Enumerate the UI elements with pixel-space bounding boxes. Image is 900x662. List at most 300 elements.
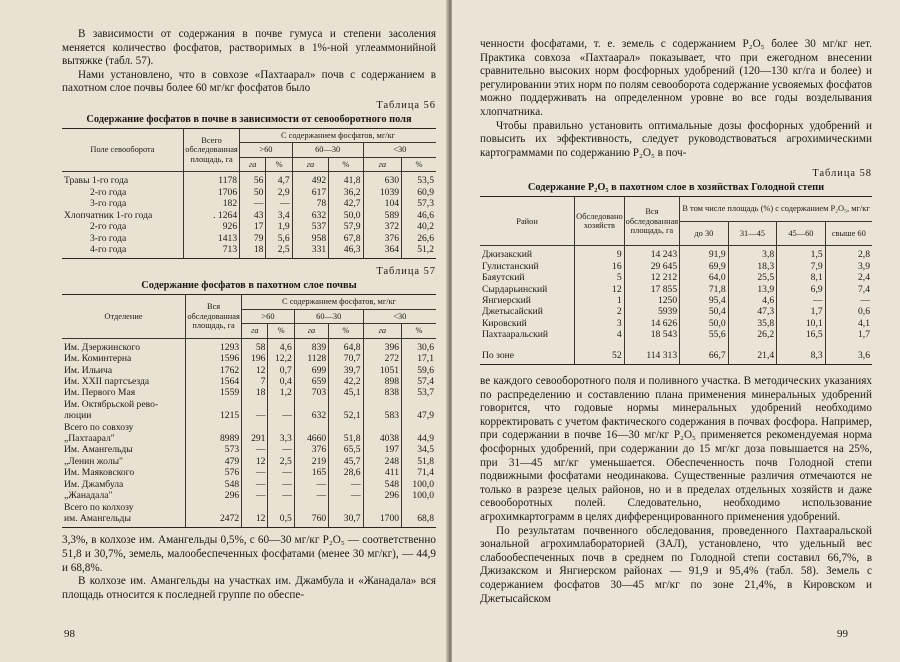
table-cell: 0,4 xyxy=(268,376,294,387)
table-cell: 78 xyxy=(292,198,328,209)
table-cell xyxy=(402,399,436,410)
table-56-title: Содержание фосфатов в почве в зависимости от севооборотного поля xyxy=(86,113,412,125)
table-cell: 182 xyxy=(183,198,239,209)
table-cell: 17 xyxy=(240,221,266,232)
col-header-range-1: до 30 xyxy=(680,221,729,246)
table-cell: 12 xyxy=(242,456,268,467)
row-label: Всего по совхозу xyxy=(64,421,134,433)
table-cell: 703 xyxy=(294,387,328,398)
table-row xyxy=(62,365,436,376)
table-cell: 17,1 xyxy=(402,353,436,364)
col-header-pct: % xyxy=(329,157,363,172)
table-56 xyxy=(62,128,436,259)
table-row xyxy=(62,387,436,398)
table-cell: 2,5 xyxy=(268,456,294,467)
page-number-right: 99 xyxy=(837,628,848,640)
table-cell: 1051 xyxy=(363,365,401,376)
table-cell: 291 xyxy=(242,433,268,444)
table-cell: 0,6 xyxy=(825,306,872,317)
col-header-range-3: <30 xyxy=(363,143,436,158)
table-cell: 51,8 xyxy=(329,433,363,444)
row-label: Им. Дзержинского xyxy=(64,341,141,353)
table-cell: 8,1 xyxy=(777,272,826,283)
table-cell: 8989 xyxy=(185,433,241,444)
table-cell: 1413 xyxy=(183,233,239,244)
table-cell: 16,5 xyxy=(777,329,826,340)
table-cell: 0,7 xyxy=(268,365,294,376)
table-cell: 583 xyxy=(363,410,401,421)
col-header-range-3: <30 xyxy=(363,309,436,324)
table-cell: 7,4 xyxy=(825,284,872,295)
col-header-ha: га xyxy=(363,157,401,172)
table-cell: 39,7 xyxy=(329,365,363,376)
table-cell: 699 xyxy=(294,365,328,376)
table-cell xyxy=(402,422,436,433)
table-cell: 4,6 xyxy=(728,295,777,306)
table-cell: — xyxy=(240,198,266,209)
table-cell: 589 xyxy=(363,210,401,221)
row-label: 4-го года xyxy=(62,244,183,259)
table-cell: 51,8 xyxy=(402,456,436,467)
table-57 xyxy=(62,294,436,528)
table-cell: 165 xyxy=(294,467,328,478)
table-cell: 1706 xyxy=(183,187,239,198)
table-cell: 548 xyxy=(185,479,241,490)
right-paragraph-1: ченности фосфатами, т. е. земель с содержанием P₂O₅ более 30 мг/кг нет. Практика совхоза «Пахтаарал» показывает, что при ежегодном внесении сравнительно высоких норм фосфорных удобрений (120—130 кг/га и более) и регулировании этих норм по полям севооборота содержание усвояемых фосфатов можно поддерживать на определенном уровне во все годы возделывания хлопчатника. xyxy=(480,38,872,118)
col-header-pct: % xyxy=(266,157,292,172)
row-label: Баяутский xyxy=(482,272,525,284)
table-cell: 376 xyxy=(363,233,401,244)
table-row xyxy=(62,338,436,353)
right-page xyxy=(452,0,900,662)
table-cell: 5 xyxy=(575,272,625,283)
table-cell: 34,5 xyxy=(402,444,436,455)
table-cell: 2472 xyxy=(185,513,241,528)
table-cell: 50 xyxy=(240,187,266,198)
table-cell xyxy=(185,502,241,513)
table-cell: 4660 xyxy=(294,433,328,444)
table-cell: 50,0 xyxy=(329,210,363,221)
table-cell: 3,4 xyxy=(266,210,292,221)
table-cell: — xyxy=(268,479,294,490)
table-cell: 30,7 xyxy=(329,513,363,528)
table-cell xyxy=(242,399,268,410)
table-cell: 5,6 xyxy=(266,233,292,244)
table-row xyxy=(480,329,872,340)
col-header-group: С содержанием фосфатов, мг/кг xyxy=(240,128,436,143)
right-paragraph-2: Чтобы правильно установить оптимальные дозы фосфорных удобрений и повысить их эффективность, следует руководствоваться агрохимическими картограммами по содержанию P₂O₅ в поч- xyxy=(480,119,872,159)
table-cell: 45,7 xyxy=(329,456,363,467)
row-label: Им. Первого Мая xyxy=(64,387,136,399)
row-label: „Жанадала" xyxy=(64,490,113,502)
table-row xyxy=(62,433,436,444)
table-cell xyxy=(268,502,294,513)
row-label: люции xyxy=(64,410,92,422)
table-cell: 548 xyxy=(363,479,401,490)
table-cell: 100,0 xyxy=(402,479,436,490)
table-cell: 46,3 xyxy=(329,244,363,259)
table-cell: 40,2 xyxy=(402,221,436,232)
table-row xyxy=(480,246,872,261)
left-paragraph-3: 3,3%, в колхозе им. Амангельды 0,5%, с 60—30 мг/кг P₂O₅ — соответственно 51,8 и 30,7%, земель, малообеспеченных фосфатами (менее 30 мг/кг), — 44,9 и 68,8%. xyxy=(62,534,436,574)
table-cell xyxy=(268,422,294,433)
col-header-range-4: свыше 60 xyxy=(825,221,872,246)
table-row xyxy=(62,172,436,187)
table-cell: 2,5 xyxy=(266,244,292,259)
table-cell: 0,5 xyxy=(268,513,294,528)
table-row xyxy=(480,261,872,272)
table-cell: 79 xyxy=(240,233,266,244)
table-cell: 12 xyxy=(242,513,268,528)
table-cell: 67,8 xyxy=(329,233,363,244)
table-cell: 47,9 xyxy=(402,410,436,421)
table-row xyxy=(62,410,436,421)
table-cell: — xyxy=(242,479,268,490)
row-label: Травы 1-го года xyxy=(64,175,129,187)
col-header-pct: % xyxy=(268,324,294,339)
table-cell: — xyxy=(268,467,294,478)
row-label: Янгиерский xyxy=(482,294,531,306)
table-row xyxy=(480,306,872,317)
table-cell: 659 xyxy=(294,376,328,387)
row-label: Им. Коминтерна xyxy=(64,353,132,365)
table-56-body xyxy=(62,172,436,259)
table-cell: 296 xyxy=(363,490,401,501)
table-cell: 4,1 xyxy=(825,318,872,329)
table-cell: 958 xyxy=(292,233,328,244)
table-cell: 50,0 xyxy=(680,318,729,329)
table-row xyxy=(62,198,436,209)
table-cell: 2 xyxy=(575,306,625,317)
table-cell: 839 xyxy=(294,338,328,353)
col-header-field: Отделение xyxy=(62,295,185,339)
table-cell: 1128 xyxy=(294,353,328,364)
row-label: Им. Амангельды xyxy=(64,444,133,456)
table-58-body xyxy=(480,246,872,365)
row-label: Гулистанский xyxy=(482,260,539,272)
row-label: 3-го года xyxy=(90,232,127,244)
table-row xyxy=(480,318,872,329)
left-paragraph-2: Нами установлено, что в совхозе «Пахтаарал» почв с содержанием в пахотном слое почвы более 60 мг/кг фосфатов было xyxy=(62,68,436,95)
table-row xyxy=(62,399,436,410)
table-cell: 1,5 xyxy=(777,246,826,261)
table-row xyxy=(480,284,872,295)
table-cell: 331 xyxy=(292,244,328,259)
table-cell: 1293 xyxy=(185,338,241,353)
col-header-ha: га xyxy=(363,324,401,339)
table-57-number: Таблица 57 xyxy=(376,266,436,278)
table-row xyxy=(62,233,436,244)
table-cell: 3,8 xyxy=(728,246,777,261)
table-cell: 64,8 xyxy=(329,338,363,353)
row-label: Пахтааральский xyxy=(482,329,549,341)
table-cell: 4038 xyxy=(363,433,401,444)
col-header-group: В том числе площадь (%) с содержанием P₂O₅, мг/кг xyxy=(680,197,872,222)
col-header-ha: га xyxy=(242,324,268,339)
table-cell: 1178 xyxy=(183,172,239,187)
table-cell xyxy=(268,399,294,410)
table-cell: 65,5 xyxy=(329,444,363,455)
col-header-area: Всего обследованная площадь, га xyxy=(183,128,239,172)
table-row xyxy=(480,295,872,306)
col-header-pct: % xyxy=(329,324,363,339)
table-cell: 898 xyxy=(363,376,401,387)
col-header-range-1: >60 xyxy=(242,309,295,324)
table-cell xyxy=(242,422,268,433)
table-cell: 196 xyxy=(242,353,268,364)
table-row xyxy=(62,187,436,198)
table-cell: 21,4 xyxy=(728,341,777,365)
table-57-body xyxy=(62,338,436,528)
table-cell: 12 212 xyxy=(624,272,680,283)
table-cell xyxy=(363,422,401,433)
table-cell: 8,3 xyxy=(777,341,826,365)
row-label: Им. Джамбула xyxy=(64,478,124,490)
left-paragraph-1: В зависимости от содержания в почве гумуса и степени засоления меняется количество фосфатов, растворимых в 1%-ной углеаммонийной вытяжке (табл. 57). xyxy=(62,28,436,68)
table-row xyxy=(480,272,872,283)
table-cell: — xyxy=(825,295,872,306)
col-header-pct: % xyxy=(402,324,436,339)
row-label: Им. Октябрьской рево- xyxy=(64,398,159,410)
table-cell: 364 xyxy=(363,244,401,259)
table-cell: 71,8 xyxy=(680,284,729,295)
table-cell: 411 xyxy=(363,467,401,478)
row-label: Джетысайский xyxy=(482,306,543,318)
table-cell xyxy=(294,502,328,513)
table-cell: — xyxy=(294,490,328,501)
row-label: Им. XXII партсъезда xyxy=(64,376,150,388)
table-cell: 91,9 xyxy=(680,246,729,261)
table-row xyxy=(62,422,436,433)
table-cell: 3,3 xyxy=(268,433,294,444)
table-cell: 12 xyxy=(575,284,625,295)
table-cell: 1,7 xyxy=(825,329,872,340)
table-cell: 18 543 xyxy=(624,329,680,340)
table-cell: 57,3 xyxy=(402,198,436,209)
table-cell: 18 xyxy=(242,387,268,398)
row-label: „Ленин жолы" xyxy=(64,455,123,467)
table-row xyxy=(62,244,436,259)
row-label: 2-го года xyxy=(90,221,127,233)
col-header-range-2: 31—45 xyxy=(728,221,777,246)
table-cell: 100,0 xyxy=(402,490,436,501)
table-cell: 30,6 xyxy=(402,338,436,353)
table-row xyxy=(480,341,872,365)
table-row xyxy=(62,490,436,501)
row-label: „Пахтаарал" xyxy=(64,433,115,445)
right-paragraph-3: ве каждого севооборотного поля и поливного участка. В методических указаниях по распределению и составлению плана применения минеральных удобрений говорится, что годовые нормы минеральных удобрений необходимо корректировать с учетом фактического содержания в почвах фосфора. Например, при содержании в почве 16—30 мг/кг P₂O₅ применяется рекомендуемая норма фосфорных удобрений, при содержании до 15 мг/кг доза повышается на 25%, при 31—45 мг/кг уменьшается. Обеспеченность почв Голодной степи подвижными фосфатами неодинакова. Существенные различия отмечаются не только в разрезе целых районов, но и в пределах отдельных хозяйств и даже севооборотных полей. Следовательно, необходимо использование агрохимкартограмм в целях дифференцированного применения удобрений. xyxy=(480,375,872,523)
table-cell xyxy=(185,422,241,433)
col-header-district: Район xyxy=(480,197,575,246)
table-cell: 35,8 xyxy=(728,318,777,329)
table-cell: 632 xyxy=(294,410,328,421)
table-cell: — xyxy=(268,444,294,455)
table-cell: — xyxy=(242,467,268,478)
table-cell: 1559 xyxy=(185,387,241,398)
table-cell: 56 xyxy=(240,172,266,187)
col-header-ha: га xyxy=(292,157,328,172)
row-label: Хлопчатник 1-го года xyxy=(64,209,153,221)
table-cell: . 1264 xyxy=(183,210,239,221)
col-header-ha: га xyxy=(240,157,266,172)
table-cell: 29 645 xyxy=(624,261,680,272)
table-cell: 479 xyxy=(185,456,241,467)
table-cell: 1039 xyxy=(363,187,401,198)
table-cell: 248 xyxy=(363,456,401,467)
table-cell: 1700 xyxy=(363,513,401,528)
table-cell: 55,6 xyxy=(680,329,729,340)
table-cell: — xyxy=(268,490,294,501)
table-cell: 52 xyxy=(575,341,625,365)
table-cell: 28,6 xyxy=(329,467,363,478)
table-cell: 66,7 xyxy=(680,341,729,365)
table-cell: 617 xyxy=(292,187,328,198)
table-cell: 1762 xyxy=(185,365,241,376)
table-cell: — xyxy=(242,444,268,455)
table-cell: 12 xyxy=(242,365,268,376)
table-cell: 396 xyxy=(363,338,401,353)
table-cell: — xyxy=(777,295,826,306)
row-label: 3-го года xyxy=(90,198,127,210)
right-paragraph-4: По результатам почвенного обследования, проведенного Пахтааральской зональной агрохимлабораторией (ЗАЛ), установлено, что удельный вес слабообеспеченных почв в среднем по Голодной степи составил 66,7%, в Джизакском и Янгиерском районах — 91,9 и 95,4% (табл. 58). Земель с содержанием фосфатов 30—45 мг/кг по зоне 21,4%, в Кировском и Джетысайском xyxy=(480,524,872,605)
col-header-range-1: >60 xyxy=(240,143,293,158)
table-row xyxy=(62,221,436,232)
table-cell: 53,5 xyxy=(402,172,436,187)
col-header-range-3: 45—60 xyxy=(777,221,826,246)
table-cell: 3,9 xyxy=(825,261,872,272)
table-cell: — xyxy=(242,490,268,501)
table-cell: 7,9 xyxy=(777,261,826,272)
left-page xyxy=(0,0,448,662)
table-cell: 2,8 xyxy=(825,246,872,261)
table-cell: 25,5 xyxy=(728,272,777,283)
table-cell: — xyxy=(266,198,292,209)
table-cell: 1,2 xyxy=(268,387,294,398)
table-cell: 1,7 xyxy=(777,306,826,317)
table-cell: 51,2 xyxy=(402,244,436,259)
table-cell: 42,2 xyxy=(329,376,363,387)
row-label: Кировский xyxy=(482,317,527,329)
table-cell: 69,9 xyxy=(680,261,729,272)
left-paragraph-4: В колхозе им. Амангельды на участках им. Джамбула и «Жанадала» вся площадь относится к последней группе по обеспе- xyxy=(62,575,436,601)
table-cell: 2,9 xyxy=(266,187,292,198)
table-cell: 53,7 xyxy=(402,387,436,398)
table-cell: 573 xyxy=(185,444,241,455)
table-cell: 3 xyxy=(575,318,625,329)
table-cell: 45,1 xyxy=(329,387,363,398)
table-row xyxy=(62,376,436,387)
row-label: По зоне xyxy=(480,341,575,365)
table-cell: — xyxy=(242,410,268,421)
table-58-number: Таблица 58 xyxy=(812,168,872,180)
table-cell: 1564 xyxy=(185,376,241,387)
table-cell: 47,3 xyxy=(728,306,777,317)
table-cell: 926 xyxy=(183,221,239,232)
table-cell: 838 xyxy=(363,387,401,398)
table-cell: 576 xyxy=(185,467,241,478)
left-column xyxy=(62,28,436,602)
table-cell: 2,4 xyxy=(825,272,872,283)
table-cell: 1250 xyxy=(624,295,680,306)
table-cell: 58 xyxy=(242,338,268,353)
table-cell: 9 xyxy=(575,246,625,261)
table-cell: 95,4 xyxy=(680,295,729,306)
table-cell: 46,6 xyxy=(402,210,436,221)
table-cell: 1,9 xyxy=(266,221,292,232)
row-label: Им. Ильича xyxy=(64,364,113,376)
table-cell: 7 xyxy=(242,376,268,387)
table-cell: 12,2 xyxy=(268,353,294,364)
table-cell xyxy=(363,399,401,410)
table-cell: 1596 xyxy=(185,353,241,364)
table-cell: 57,4 xyxy=(402,376,436,387)
col-header-farms: Обследовано хозяйств xyxy=(575,197,625,246)
row-label: 2-го года xyxy=(90,186,127,198)
table-cell xyxy=(185,399,241,410)
table-cell: 632 xyxy=(292,210,328,221)
table-cell: 70,7 xyxy=(329,353,363,364)
col-header-ha: га xyxy=(294,324,328,339)
table-row xyxy=(62,479,436,490)
table-cell: 14 243 xyxy=(624,246,680,261)
table-58 xyxy=(480,196,872,365)
row-label: Им. Маяковского xyxy=(64,467,135,479)
table-cell: — xyxy=(268,410,294,421)
table-cell: 43 xyxy=(240,210,266,221)
table-cell: 36,2 xyxy=(329,187,363,198)
table-cell: 68,8 xyxy=(402,513,436,528)
table-cell: 219 xyxy=(294,456,328,467)
table-row xyxy=(62,210,436,221)
table-cell: 26,6 xyxy=(402,233,436,244)
col-header-range-2: 60—30 xyxy=(292,143,363,158)
page-number-left: 98 xyxy=(64,628,75,640)
row-label: им. Амангельды xyxy=(62,513,185,528)
table-cell: 14 626 xyxy=(624,318,680,329)
table-cell xyxy=(329,422,363,433)
table-cell: 13,9 xyxy=(728,284,777,295)
table-cell xyxy=(402,502,436,513)
table-cell xyxy=(329,399,363,410)
table-cell: — xyxy=(329,479,363,490)
table-cell: 18,3 xyxy=(728,261,777,272)
table-row xyxy=(62,502,436,513)
table-cell: 713 xyxy=(183,244,239,259)
table-cell: — xyxy=(294,479,328,490)
table-cell: 376 xyxy=(294,444,328,455)
table-row xyxy=(62,467,436,478)
table-cell xyxy=(242,502,268,513)
table-cell: 71,4 xyxy=(402,467,436,478)
table-cell: 64,0 xyxy=(680,272,729,283)
col-header-range-2: 60—30 xyxy=(294,309,363,324)
table-cell: 42,7 xyxy=(329,198,363,209)
table-cell: 104 xyxy=(363,198,401,209)
table-cell: 16 xyxy=(575,261,625,272)
table-58-title: Содержание P₂O₅ в пахотном слое в хозяйствах Голодной степи xyxy=(527,182,825,194)
row-label: Сырдарьинский xyxy=(482,283,548,295)
table-cell: 18 xyxy=(240,244,266,259)
table-cell: 760 xyxy=(294,513,328,528)
table-cell: 114 313 xyxy=(624,341,680,365)
table-cell: 4,7 xyxy=(266,172,292,187)
table-cell: 296 xyxy=(185,490,241,501)
col-header-field: Поле севооборота xyxy=(62,128,183,172)
table-cell xyxy=(329,502,363,513)
col-header-area: Вся обследованная площадь, га xyxy=(185,295,241,339)
table-cell: 197 xyxy=(363,444,401,455)
table-cell: 272 xyxy=(363,353,401,364)
